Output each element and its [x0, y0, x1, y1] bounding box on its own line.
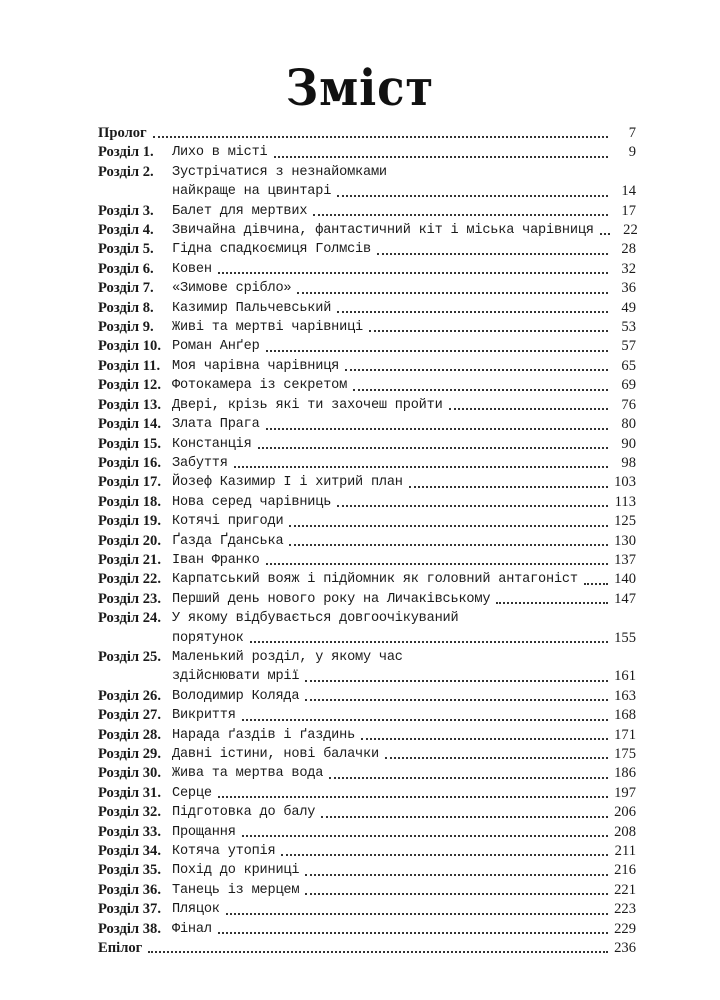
dot-leader: [337, 310, 608, 313]
chapter-number: Розділ 17.: [98, 474, 161, 491]
dot-leader: [305, 698, 608, 701]
chapter-title: Констанція: [172, 436, 252, 452]
toc-entry: [98, 357, 636, 376]
chapter-number: Розділ 13.: [98, 396, 161, 413]
toc-entry: [98, 163, 636, 202]
toc-entry: [98, 784, 636, 803]
dot-leader: [600, 232, 610, 235]
chapter-number: Розділ 5.: [98, 241, 154, 258]
page-number: 80: [621, 416, 636, 433]
chapter-title: Серце: [172, 785, 212, 801]
chapter-title: Лихо в місті: [172, 145, 268, 161]
page-number: 208: [614, 823, 636, 840]
section-title: Пролог: [98, 125, 147, 141]
chapter-number: Розділ 15.: [98, 435, 161, 452]
chapter-title-continued: порятунок: [172, 630, 244, 646]
dot-leader: [148, 950, 608, 953]
toc-entry: [98, 764, 636, 783]
chapter-number: Розділ 18.: [98, 493, 161, 510]
page-number: 216: [614, 862, 636, 879]
toc-entry: [98, 376, 636, 395]
toc-entry: [98, 473, 636, 492]
chapter-title: Нарада ґаздів і ґаздинь: [172, 727, 356, 743]
chapter-title: Живі та мертві чарівниці: [172, 320, 363, 336]
page-number: 53: [621, 319, 636, 336]
chapter-title-continued: найкраще на цвинтарі: [172, 184, 332, 200]
page-number: 65: [621, 357, 636, 374]
chapter-number: Розділ 37.: [98, 901, 161, 918]
dot-leader: [337, 194, 608, 197]
dot-leader: [496, 601, 608, 604]
chapter-title: Пляцок: [172, 902, 220, 918]
page-number: 171: [614, 726, 636, 743]
dot-leader: [274, 155, 609, 158]
toc-entry: [98, 532, 636, 551]
chapter-number: Розділ 1.: [98, 144, 154, 161]
chapter-number: Розділ 11.: [98, 357, 161, 374]
dot-leader: [321, 815, 608, 818]
chapter-title-continued: здійснювати мрії: [172, 669, 300, 685]
page-number: 163: [614, 687, 636, 704]
toc-entry: [98, 435, 636, 454]
chapter-number: Розділ 3.: [98, 202, 154, 219]
page-number: 36: [621, 280, 636, 297]
toc-entry: [98, 512, 636, 531]
toc-entry: [98, 551, 636, 570]
toc-entry: [98, 454, 636, 473]
chapter-number: Розділ 12.: [98, 377, 161, 394]
section-title: Епілог: [98, 940, 143, 957]
chapter-title: Злата Прага: [172, 417, 260, 433]
dot-leader: [218, 271, 608, 274]
toc-entry: [98, 337, 636, 356]
chapter-number: Розділ 6.: [98, 260, 154, 277]
toc-entry: [98, 240, 636, 259]
toc-entry: [98, 823, 636, 842]
table-of-contents: [98, 124, 636, 958]
toc-entry: [98, 726, 636, 745]
toc-entry: [98, 260, 636, 279]
chapter-title: Давні істини, нові балачки: [172, 747, 379, 762]
dot-leader: [329, 776, 608, 779]
chapter-number: Розділ 20.: [98, 532, 161, 549]
dot-leader: [297, 291, 608, 294]
chapter-title: Котяча утопія: [172, 844, 276, 860]
toc-entry: [98, 687, 636, 706]
toc-entry: [98, 202, 636, 221]
chapter-title: Йозеф Казимир І і хитрий план: [172, 475, 403, 491]
chapter-number: Розділ 23.: [98, 590, 161, 607]
chapter-title: Казимир Пальчевський: [172, 300, 332, 316]
chapter-number: Розділ 29.: [98, 746, 161, 762]
dot-leader: [242, 718, 608, 721]
page-number: 22: [623, 222, 638, 239]
chapter-number: Розділ 14.: [98, 416, 161, 433]
page-number: 130: [614, 532, 636, 549]
dot-leader: [266, 562, 608, 565]
dot-leader: [584, 582, 608, 585]
chapter-title: Звичайна дівчина, фантастичний кіт і міська чарівниця: [172, 223, 594, 239]
dot-leader: [385, 756, 608, 759]
page-number: 32: [621, 260, 636, 277]
chapter-title: Ґазда Ґданська: [172, 533, 284, 549]
dot-leader: [345, 368, 608, 371]
chapter-title: У якому відбувається довгоочікуваний: [172, 611, 459, 627]
chapter-title: Жива та мертва вода: [172, 766, 324, 782]
chapter-title: Фінал: [172, 921, 212, 937]
chapter-number: Розділ 21.: [98, 551, 161, 568]
page-number: 147: [614, 590, 636, 607]
chapter-number: Розділ 35.: [98, 862, 161, 879]
page-number: 125: [614, 513, 636, 530]
chapter-number: Розділ 28.: [98, 726, 161, 743]
dot-leader: [409, 485, 608, 488]
toc-entry: [98, 415, 636, 434]
toc-entry: [98, 396, 636, 415]
chapter-number: Розділ 10.: [98, 338, 161, 355]
dot-leader: [353, 388, 608, 391]
chapter-number: Розділ 24.: [98, 610, 161, 627]
chapter-title: Котячі пригоди: [172, 514, 284, 530]
chapter-title: Прощання: [172, 824, 236, 840]
chapter-title: Іван Франко: [172, 552, 260, 568]
chapter-number: Розділ 25.: [98, 648, 161, 665]
page-number: 168: [614, 707, 636, 724]
dot-leader: [258, 446, 608, 449]
page-number: 236: [614, 940, 636, 957]
dot-leader: [369, 329, 608, 332]
dot-leader: [337, 504, 608, 507]
page-number: 49: [621, 299, 636, 316]
dot-leader: [153, 135, 608, 138]
chapter-number: Розділ 22.: [98, 571, 161, 588]
page-number: 223: [614, 901, 636, 918]
dot-leader: [377, 252, 608, 255]
page-number: 211: [614, 843, 636, 860]
page-number: 137: [614, 551, 636, 568]
dot-leader: [242, 834, 608, 837]
dot-leader: [250, 640, 608, 643]
page-number: 98: [621, 454, 636, 471]
page-number: 9: [628, 144, 636, 161]
chapter-title: Гідна спадкоємиця Голмсів: [172, 242, 371, 258]
chapter-number: Розділ 38.: [98, 920, 161, 937]
dot-leader: [361, 737, 608, 740]
toc-entry: [98, 279, 636, 298]
chapter-title: Моя чарівна чарівниця: [172, 358, 340, 374]
dot-leader: [226, 912, 608, 915]
chapter-title: Роман Анґер: [172, 339, 260, 355]
chapter-title: Нова серед чарівниць: [172, 494, 332, 510]
chapter-number: Розділ 4.: [98, 222, 154, 239]
chapter-number: Розділ 27.: [98, 707, 161, 724]
page-number: 197: [614, 784, 636, 801]
chapter-number: Розділ 19.: [98, 513, 161, 530]
chapter-title: Карпатський вояж і підйомник як головний антагоніст: [172, 572, 578, 588]
dot-leader: [218, 795, 608, 798]
toc-entry: [98, 861, 636, 880]
dot-leader: [305, 892, 608, 895]
chapter-title: Ковен: [172, 261, 212, 277]
page-number: 14: [621, 183, 636, 200]
chapter-title: Похід до криниці: [172, 863, 300, 879]
page-number: 69: [621, 377, 636, 394]
toc-entry: [98, 900, 636, 919]
toc-entry: [98, 842, 636, 861]
chapter-title: Маленький розділ, у якому час: [172, 649, 403, 665]
chapter-title: Танець із мерцем: [172, 882, 300, 898]
toc-entry: [98, 318, 636, 337]
chapter-number: Розділ 8.: [98, 299, 154, 316]
page-number: 155: [614, 629, 636, 646]
toc-entry: [98, 939, 636, 958]
toc-entry: [98, 124, 636, 143]
dot-leader: [449, 407, 608, 410]
chapter-number: Розділ 30.: [98, 765, 161, 782]
page-number: 186: [614, 765, 636, 782]
chapter-title: Володимир Коляда: [172, 688, 300, 704]
dot-leader: [234, 465, 608, 468]
page-number: 28: [621, 241, 636, 258]
toc-entry: [98, 881, 636, 900]
toc-entry: [98, 803, 636, 822]
dot-leader: [218, 931, 608, 934]
page-number: 57: [621, 338, 636, 355]
chapter-number: Розділ 36.: [98, 881, 161, 898]
dot-leader: [266, 349, 608, 352]
chapter-title: Фотокамера із секретом: [172, 378, 348, 394]
toc-entry: [98, 493, 636, 512]
dot-leader: [313, 213, 608, 216]
toc-entry: [98, 920, 636, 939]
page-number: 90: [621, 435, 636, 452]
page-number: 140: [614, 571, 636, 588]
dot-leader: [266, 427, 608, 430]
chapter-title: Підготовка до балу: [172, 805, 316, 821]
page-number: 103: [614, 474, 636, 491]
chapter-number: Розділ 32.: [98, 804, 161, 821]
chapter-title: Балет для мертвих: [172, 203, 308, 219]
dot-leader: [305, 679, 608, 682]
toc-entry: [98, 143, 636, 162]
toc-entry: [98, 648, 636, 687]
chapter-number: Розділ 2.: [98, 163, 154, 180]
dot-leader: [281, 853, 608, 856]
chapter-number: Розділ 26.: [98, 687, 161, 704]
toc-entry: [98, 745, 636, 764]
page-number: 76: [621, 396, 636, 413]
toc-entry: [98, 609, 636, 648]
dot-leader: [305, 873, 608, 876]
page-number: 221: [614, 881, 636, 898]
chapter-number: Розділ 16.: [98, 454, 161, 471]
page-number: 229: [614, 920, 636, 937]
chapter-title: Двері, крізь які ти захочеш пройти: [172, 397, 443, 413]
toc-entry: [98, 706, 636, 725]
page-number: 175: [614, 746, 636, 762]
chapter-number: Розділ 34.: [98, 843, 161, 860]
chapter-title: «Зимове срібло»: [172, 281, 292, 297]
chapter-title: Забуття: [172, 455, 228, 471]
page-number: 7: [628, 125, 636, 141]
page-title: Зміст: [285, 58, 435, 117]
chapter-number: Розділ 9.: [98, 319, 154, 336]
chapter-number: Розділ 7.: [98, 280, 154, 297]
chapter-title: Викриття: [172, 708, 236, 724]
toc-entry: [98, 570, 636, 589]
toc-entry: [98, 299, 636, 318]
chapter-title: Зустрічатися з незнайомками: [172, 164, 387, 180]
page-number: 206: [614, 804, 636, 821]
page-number: 17: [621, 202, 636, 219]
chapter-title: Перший день нового року на Личаківському: [172, 591, 491, 607]
page-number: 113: [614, 493, 636, 510]
page-number: 161: [614, 668, 636, 685]
chapter-number: Розділ 31.: [98, 784, 161, 801]
dot-leader: [289, 524, 608, 527]
toc-entry: [98, 221, 636, 240]
chapter-number: Розділ 33.: [98, 823, 161, 840]
dot-leader: [289, 543, 608, 546]
toc-entry: [98, 590, 636, 609]
